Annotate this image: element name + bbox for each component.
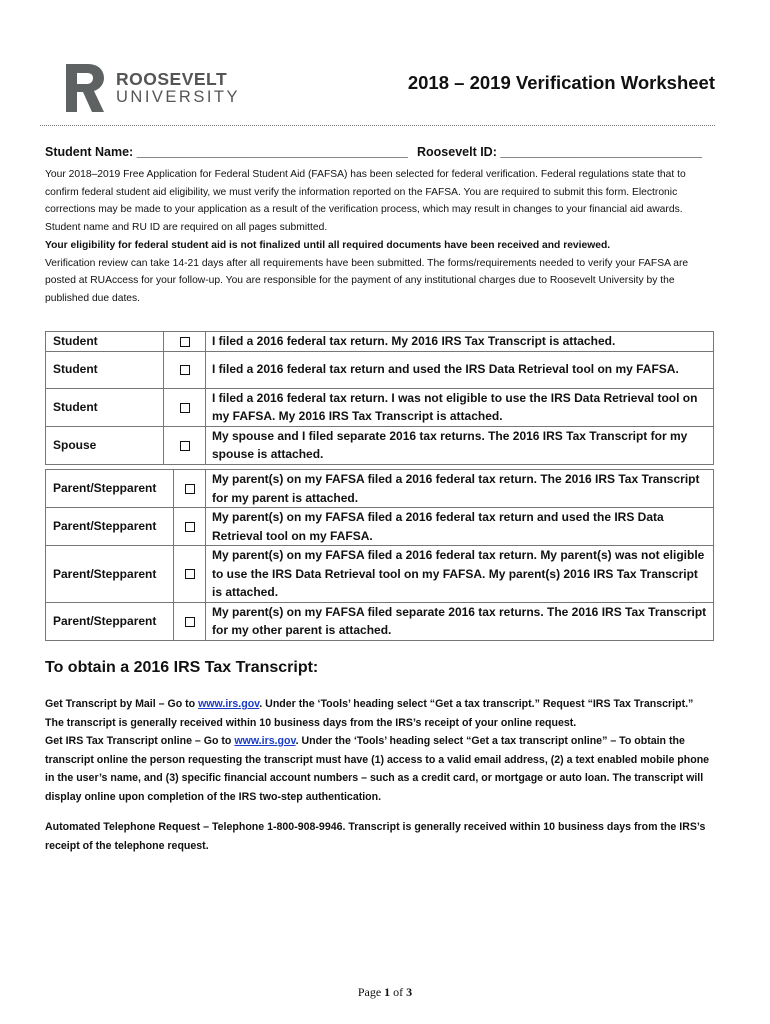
intro-paragraph: Verification review can take 14-21 days after all requirements have been submitted. The forms/requirements needed to verify your FAFSA are posted at RUAccess for your follow-up. You are responsible for the payment of any institutional charges due to Roosevelt University by the published due dates.	[45, 257, 689, 304]
intro-text	[45, 166, 717, 308]
option-text: My parent(s) on my FAFSA filed separate 2016 tax returns. The 2016 IRS Tax Transcript for my other parent is attached.	[206, 602, 714, 640]
respondent-label: Parent/Stepparent	[46, 508, 174, 546]
student-name-field[interactable]	[45, 145, 408, 159]
page-title: 2018 – 2019 Verification Worksheet	[407, 72, 715, 93]
logo-subtitle: UNIVERSITY	[116, 88, 241, 106]
student-name-blank[interactable]: _______________________________________	[136, 145, 408, 159]
checkbox[interactable]	[180, 337, 190, 347]
table-row	[46, 508, 714, 546]
logo-name: ROOSEVELT	[116, 69, 228, 89]
option-text: My parent(s) on my FAFSA filed a 2016 federal tax return. The 2016 IRS Tax Transcript for my parent is attached.	[206, 470, 714, 508]
option-text: I filed a 2016 federal tax return and used the IRS Data Retrieval tool on my FAFSA.	[206, 351, 714, 388]
roosevelt-id-field[interactable]	[417, 145, 702, 159]
online-instructions: Get IRS Tax Transcript online – Go to www.irs.gov. Under the ‘Tools’ heading select “Get a tax transcript online” – To obtain the transcript online the person requesting the transcript must have (1) access to a valid email address, (2) a text enabled mobile phone in the user’s name, and (3) specific financial account numbers – such as a credit card, or mortgage or auto loan. The transcript will display online upon completion of the IRS two-step authentication.	[45, 735, 710, 803]
table-row	[46, 388, 714, 426]
checkbox[interactable]	[185, 617, 195, 627]
option-text: My spouse and I filed separate 2016 tax returns. The 2016 IRS Tax Transcript for my spouse is attached.	[206, 426, 714, 464]
table-row	[46, 351, 714, 388]
respondent-label: Spouse	[46, 426, 164, 464]
intro-paragraph: Your 2018–2019 Free Application for Federal Student Aid (FAFSA) has been selected for federal verification. Federal regulations state that to confirm federal student aid eligibility, we must verify the information reported on the FAFSA. You are required to submit this form. Electronic corrections may be made to your application as a result of the verification process, which may result in changes to your financial aid awards. Student name and RU ID are required on all pages submitted.	[45, 169, 686, 234]
checkbox[interactable]	[180, 441, 190, 451]
table-row	[46, 426, 714, 464]
table-row	[46, 332, 714, 352]
respondent-label: Student	[46, 388, 164, 426]
respondent-label: Parent/Stepparent	[46, 546, 174, 603]
roosevelt-logo	[66, 64, 241, 112]
divider	[40, 125, 715, 126]
respondent-label: Parent/Stepparent	[46, 602, 174, 640]
option-text: I filed a 2016 federal tax return. I was not eligible to use the IRS Data Retrieval tool on my FAFSA. My 2016 IRS Tax Transcript is attached.	[206, 388, 714, 426]
respondent-label: Student	[46, 351, 164, 388]
page-number: Page 1 of 3	[357, 985, 413, 999]
mail-instructions: Get Transcript by Mail – Go to www.irs.gov. Under the ‘Tools’ heading select “Get a tax transcript.” Request “IRS Tax Transcript.” The transcript is generally received within 10 business days from the IRS’s receipt of your online request.	[45, 698, 694, 729]
irs-link[interactable]: www.irs.gov	[198, 698, 260, 710]
checkbox[interactable]	[185, 484, 195, 494]
phone-instructions: Automated Telephone Request – Telephone 1-800-908-9946. Transcript is generally received within 10 business days from the IRS’s receipt of the telephone request.	[45, 821, 706, 852]
parent-options-table	[45, 469, 714, 641]
checkbox[interactable]	[180, 365, 190, 375]
student-name-label: Student Name:	[45, 145, 134, 159]
transcript-heading: To obtain a 2016 IRS Tax Transcript:	[45, 659, 319, 676]
option-text: My parent(s) on my FAFSA filed a 2016 federal tax return and used the IRS Data Retrieval tool on my FAFSA.	[206, 508, 714, 546]
table-row	[46, 602, 714, 640]
irs-link[interactable]: www.irs.gov	[234, 735, 296, 747]
checkbox[interactable]	[185, 569, 195, 579]
table-row	[46, 470, 714, 508]
option-text: My parent(s) on my FAFSA filed a 2016 federal tax return. My parent(s) was not eligible to use the IRS Data Retrieval tool on my FAFSA. My parent(s) 2016 IRS Tax Transcript is attached.	[206, 546, 714, 603]
respondent-label: Parent/Stepparent	[46, 470, 174, 508]
table-row	[46, 546, 714, 603]
student-options-table	[45, 331, 714, 465]
logo-r-mark-icon	[66, 64, 106, 112]
roosevelt-id-label: Roosevelt ID:	[417, 145, 497, 159]
eligibility-notice: Your eligibility for federal student aid is not finalized until all required documents have been received and reviewed.	[45, 239, 611, 251]
option-text: I filed a 2016 federal tax return. My 2016 IRS Tax Transcript is attached.	[206, 332, 714, 352]
checkbox[interactable]	[180, 403, 190, 413]
roosevelt-id-blank[interactable]: _____________________________	[500, 145, 702, 159]
transcript-instructions	[45, 695, 715, 806]
checkbox[interactable]	[185, 522, 195, 532]
respondent-label: Student	[46, 332, 164, 352]
